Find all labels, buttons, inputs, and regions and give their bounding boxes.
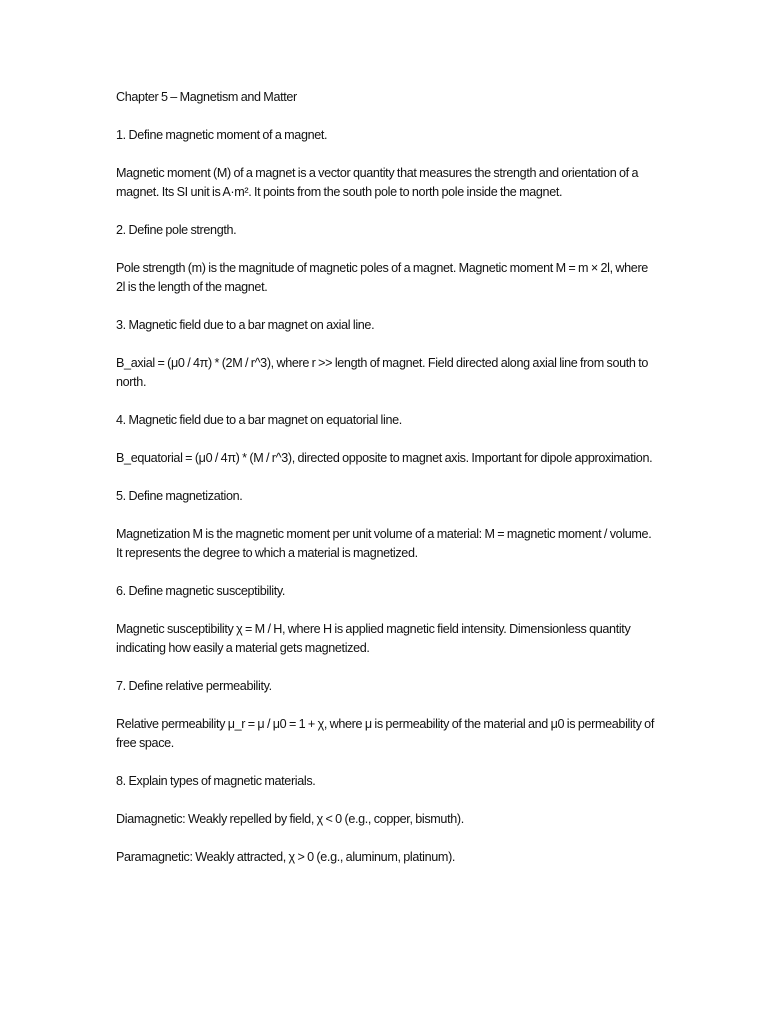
question-7: 7. Define relative permeability. <box>116 679 272 693</box>
answer-2: Pole strength (m) is the magnitude of magnetic poles of a magnet. Magnetic moment M = m × 2l, where 2l is the length of the magnet. <box>116 261 648 294</box>
chapter-title: Chapter 5 – Magnetism and Matter <box>116 90 297 104</box>
question-6: 6. Define magnetic susceptibility. <box>116 584 286 598</box>
answer-4: B_equatorial = (μ0 / 4π) * (M / r^3), directed opposite to magnet axis. Important for dipole approximation. <box>116 451 653 465</box>
answer-3: B_axial = (μ0 / 4π) * (2M / r^3), where r >> length of magnet. Field directed along axial line from south to north. <box>116 356 649 389</box>
answer-1: Magnetic moment (M) of a magnet is a vector quantity that measures the strength and orientation of a magnet. Its SI unit is A·m². It points from the south pole to north pole inside the magnet. <box>116 166 639 199</box>
answer-8-paramagnetic: Paramagnetic: Weakly attracted, χ > 0 (e.g., aluminum, platinum). <box>116 850 456 864</box>
question-8: 8. Explain types of magnetic materials. <box>116 774 316 788</box>
answer-5: Magnetization M is the magnetic moment per unit volume of a material: M = magnetic moment / volume. It represents the degree to which a material is magnetized. <box>116 527 652 560</box>
question-3: 3. Magnetic field due to a bar magnet on axial line. <box>116 318 375 332</box>
answer-7: Relative permeability μ_r = μ / μ0 = 1 + χ, where μ is permeability of the material and μ0 is permeability of free space. <box>116 717 654 750</box>
question-4: 4. Magnetic field due to a bar magnet on equatorial line. <box>116 413 402 427</box>
answer-8-diamagnetic: Diamagnetic: Weakly repelled by field, χ < 0 (e.g., copper, bismuth). <box>116 812 464 826</box>
answer-6: Magnetic susceptibility χ = M / H, where H is applied magnetic field intensity. Dimensionless quantity indicating how easily a material gets magnetized. <box>116 622 631 655</box>
question-1: 1. Define magnetic moment of a magnet. <box>116 128 328 142</box>
document-page <box>116 88 656 867</box>
question-2: 2. Define pole strength. <box>116 223 237 237</box>
question-5: 5. Define magnetization. <box>116 489 243 503</box>
